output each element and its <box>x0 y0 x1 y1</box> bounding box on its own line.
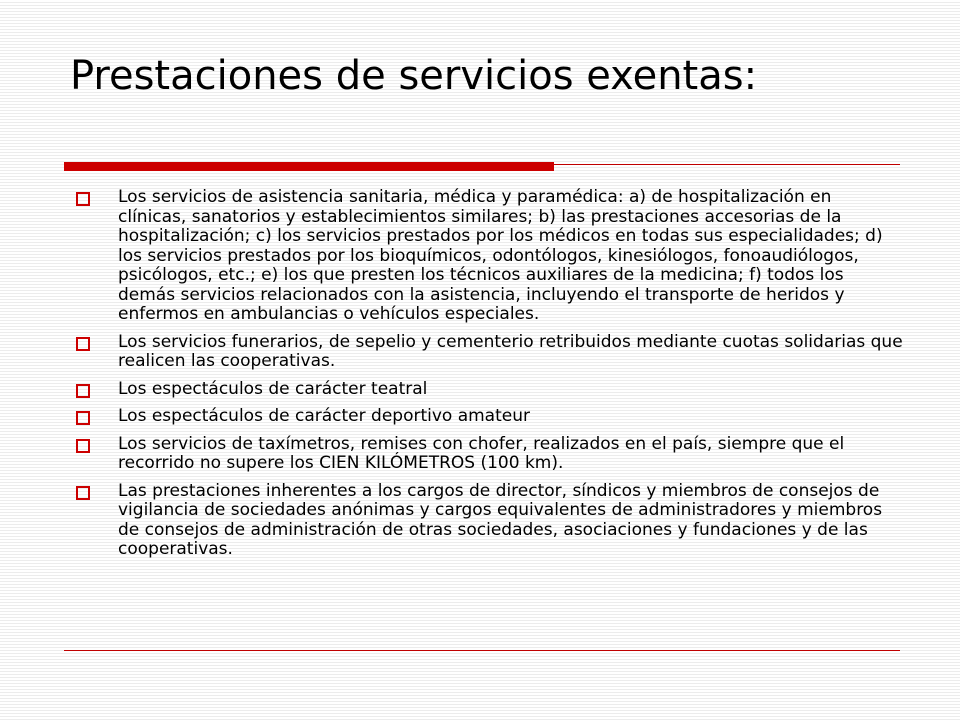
list-item <box>74 482 904 560</box>
hollow-square-bullet-icon <box>76 411 90 425</box>
list-item <box>74 333 904 372</box>
list-item <box>74 435 904 474</box>
bullet-text: Los servicios funerarios, de sepelio y cementerio retribuidos mediante cuotas solidarias que realicen las cooperativas. <box>118 331 903 371</box>
bullet-text: Los servicios de asistencia sanitaria, médica y paramédica: a) de hospitalización en clínicas, sanatorios y establecimientos similares; b) las prestaciones accesorias de la hospitalización; c) los servicios prestados por los médicos en todas sus especialidades; d) los servicios prestados por los bioquímicos, odontólogos, kinesiólogos, fonoaudiólogos, psicólogos, etc.; e) los que presten los técnicos auxiliares de la medicina; f) todos los demás servicios relacionados con la asistencia, incluyendo el transporte de heridos y enfermos en ambulancias o vehículos especiales. <box>118 187 883 324</box>
bullet-text: Las prestaciones inherentes a los cargos de director, síndicos y miembros de consejos de vigilancia de sociedades anónimas y cargos equivalentes de administradores y miembros de consejos de administración de otras sociedades, asociaciones y fundaciones y de las cooperativas. <box>118 480 883 559</box>
bullet-text: Los espectáculos de carácter teatral <box>118 378 428 399</box>
list-item <box>74 380 904 400</box>
bottom-divider <box>64 650 900 651</box>
hollow-square-bullet-icon <box>76 337 90 351</box>
title-underline-accent <box>64 162 554 171</box>
list-item <box>74 407 904 427</box>
list-item <box>74 188 904 325</box>
bullet-text: Los servicios de taxímetros, remises con chofer, realizados en el país, siempre que el recorrido no supere los CIEN KILÓMETROS (100 km). <box>118 433 845 473</box>
hollow-square-bullet-icon <box>76 486 90 500</box>
hollow-square-bullet-icon <box>76 384 90 398</box>
bullet-text: Los espectáculos de carácter deportivo amateur <box>118 406 530 426</box>
hollow-square-bullet-icon <box>76 439 90 453</box>
bullet-list <box>74 188 904 568</box>
slide-title: Prestaciones de servicios exentas: <box>70 53 758 99</box>
hollow-square-bullet-icon <box>76 192 90 206</box>
